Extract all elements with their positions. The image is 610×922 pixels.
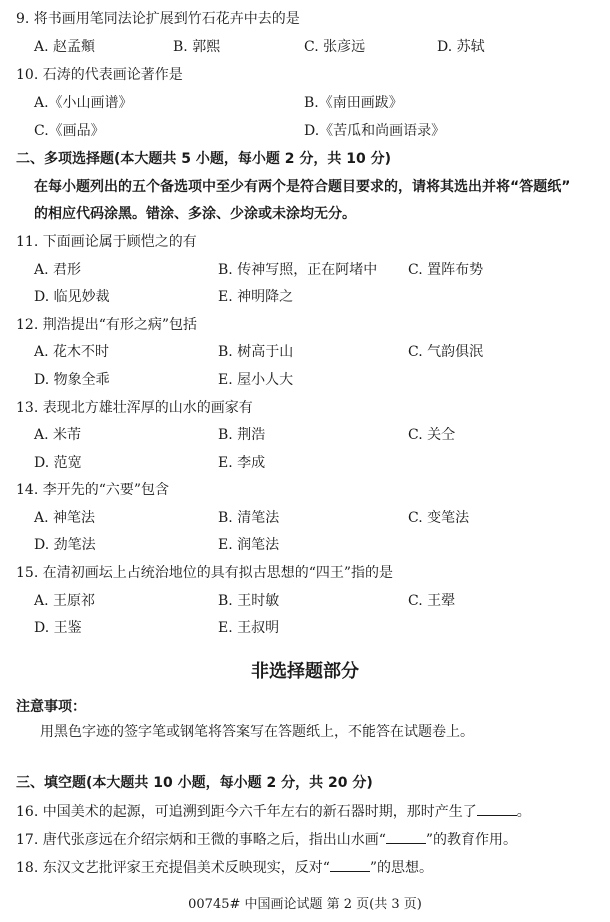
q15-option-b: B. 王时敏 [218,593,280,609]
q9-option-d: D. 苏轼 [437,39,485,55]
q13-option-c: C. 关仝 [408,427,456,443]
section2-title: 二、多项选择题(本大题共 5 小题，每小题 2 分，共 10 分) [16,151,392,167]
q11-option-e: E. 神明降之 [218,289,294,305]
q9-option-c: C. 张彦远 [304,39,366,55]
q9-stem: 9. 将书画用笔同法论扩展到竹石花卉中去的是 [16,11,300,27]
q12-option-c: C. 气韵俱泯 [408,344,484,360]
q12-option-d: D. 物象全乖 [34,372,110,388]
q10-stem: 10. 石涛的代表画论著作是 [16,67,183,83]
q11-option-b: B. 传神写照，正在阿堵中 [218,262,378,278]
q13-option-d: D. 范宽 [34,455,82,471]
q14-option-c: C. 变笔法 [408,510,470,526]
q15-option-e: E. 王叔明 [218,620,280,636]
q10-option-d: D.《苦瓜和尚画语录》 [304,123,446,139]
q11-stem: 11. 下面画论属于顾恺之的有 [16,234,197,250]
q15-option-c: C. 王翚 [408,593,456,609]
page-footer: 00745# 中国画论试题 第 2 页(共 3 页) [188,897,422,912]
q16-blank [477,801,517,816]
q16 [16,801,531,822]
q9-option-a: A. 赵孟頫 [34,39,96,55]
q12-option-b: B. 树高于山 [218,344,294,360]
q13-stem: 13. 表现北方雄壮浑厚的山水的画家有 [16,400,253,416]
q12-option-a: A. 花木不时 [34,344,110,360]
q15-option-d: D. 王鉴 [34,620,82,636]
q13-option-b: B. 荆浩 [218,427,266,443]
q14-option-e: E. 润笔法 [218,537,280,553]
q10-option-c: C.《画品》 [34,123,105,139]
q16-end: 。 [516,804,531,820]
q15-stem: 15. 在清初画坛上占统治地位的具有拟古思想的“四王”指的是 [16,565,394,581]
q17 [16,829,517,850]
q10-option-a: A.《小山画谱》 [34,95,133,111]
q10-option-b: B.《南田画跋》 [304,95,403,111]
q14-option-d: D. 劲笔法 [34,537,96,553]
section2-instruction-line2: 的相应代码涂黑。错涂、多涂、少涂或未涂均无分。 [34,206,356,222]
notice-text: 用黑色字迹的签字笔或钢笔将答案写在答题纸上，不能答在试题卷上。 [40,724,474,740]
q11-option-a: A. 君形 [34,262,82,278]
q14-stem: 14. 李开先的“六要”包含 [16,482,170,498]
section2-instruction-line1: 在每小题列出的五个备选项中至少有两个是符合题目要求的，请将其选出并将“答题纸” [34,179,571,195]
q12-stem: 12. 荆浩提出“有形之病”包括 [16,317,198,333]
q17-end: ”的教育作用。 [425,832,518,848]
q15-option-a: A. 王原祁 [34,593,96,609]
q13-option-e: E. 李成 [218,455,266,471]
q18-text: 18. 东汉文艺批评家王充提倡美术反映现实，反对“ [16,860,330,876]
q13-option-a: A. 米芾 [34,427,82,443]
part-title: 非选择题部分 [251,661,359,682]
notice-title: 注意事项： [16,699,86,715]
q18-blank [330,857,370,872]
q9-option-b: B. 郭熙 [173,39,221,55]
q18-end: ”的思想。 [369,860,434,876]
q11-option-d: D. 临见妙裁 [34,289,110,305]
q17-blank [386,829,426,844]
q17-text: 17. 唐代张彦远在介绍宗炳和王微的事略之后，指出山水画“ [16,832,386,848]
q11-option-c: C. 置阵布势 [408,262,484,278]
q18 [16,857,433,878]
q14-option-a: A. 神笔法 [34,510,96,526]
q12-option-e: E. 屋小人大 [218,372,294,388]
section3-title: 三、填空题(本大题共 10 小题，每小题 2 分，共 20 分) [16,775,373,791]
q16-text: 16. 中国美术的起源，可追溯到距今六千年左右的新石器时期，那时产生了 [16,804,477,820]
q14-option-b: B. 清笔法 [218,510,280,526]
